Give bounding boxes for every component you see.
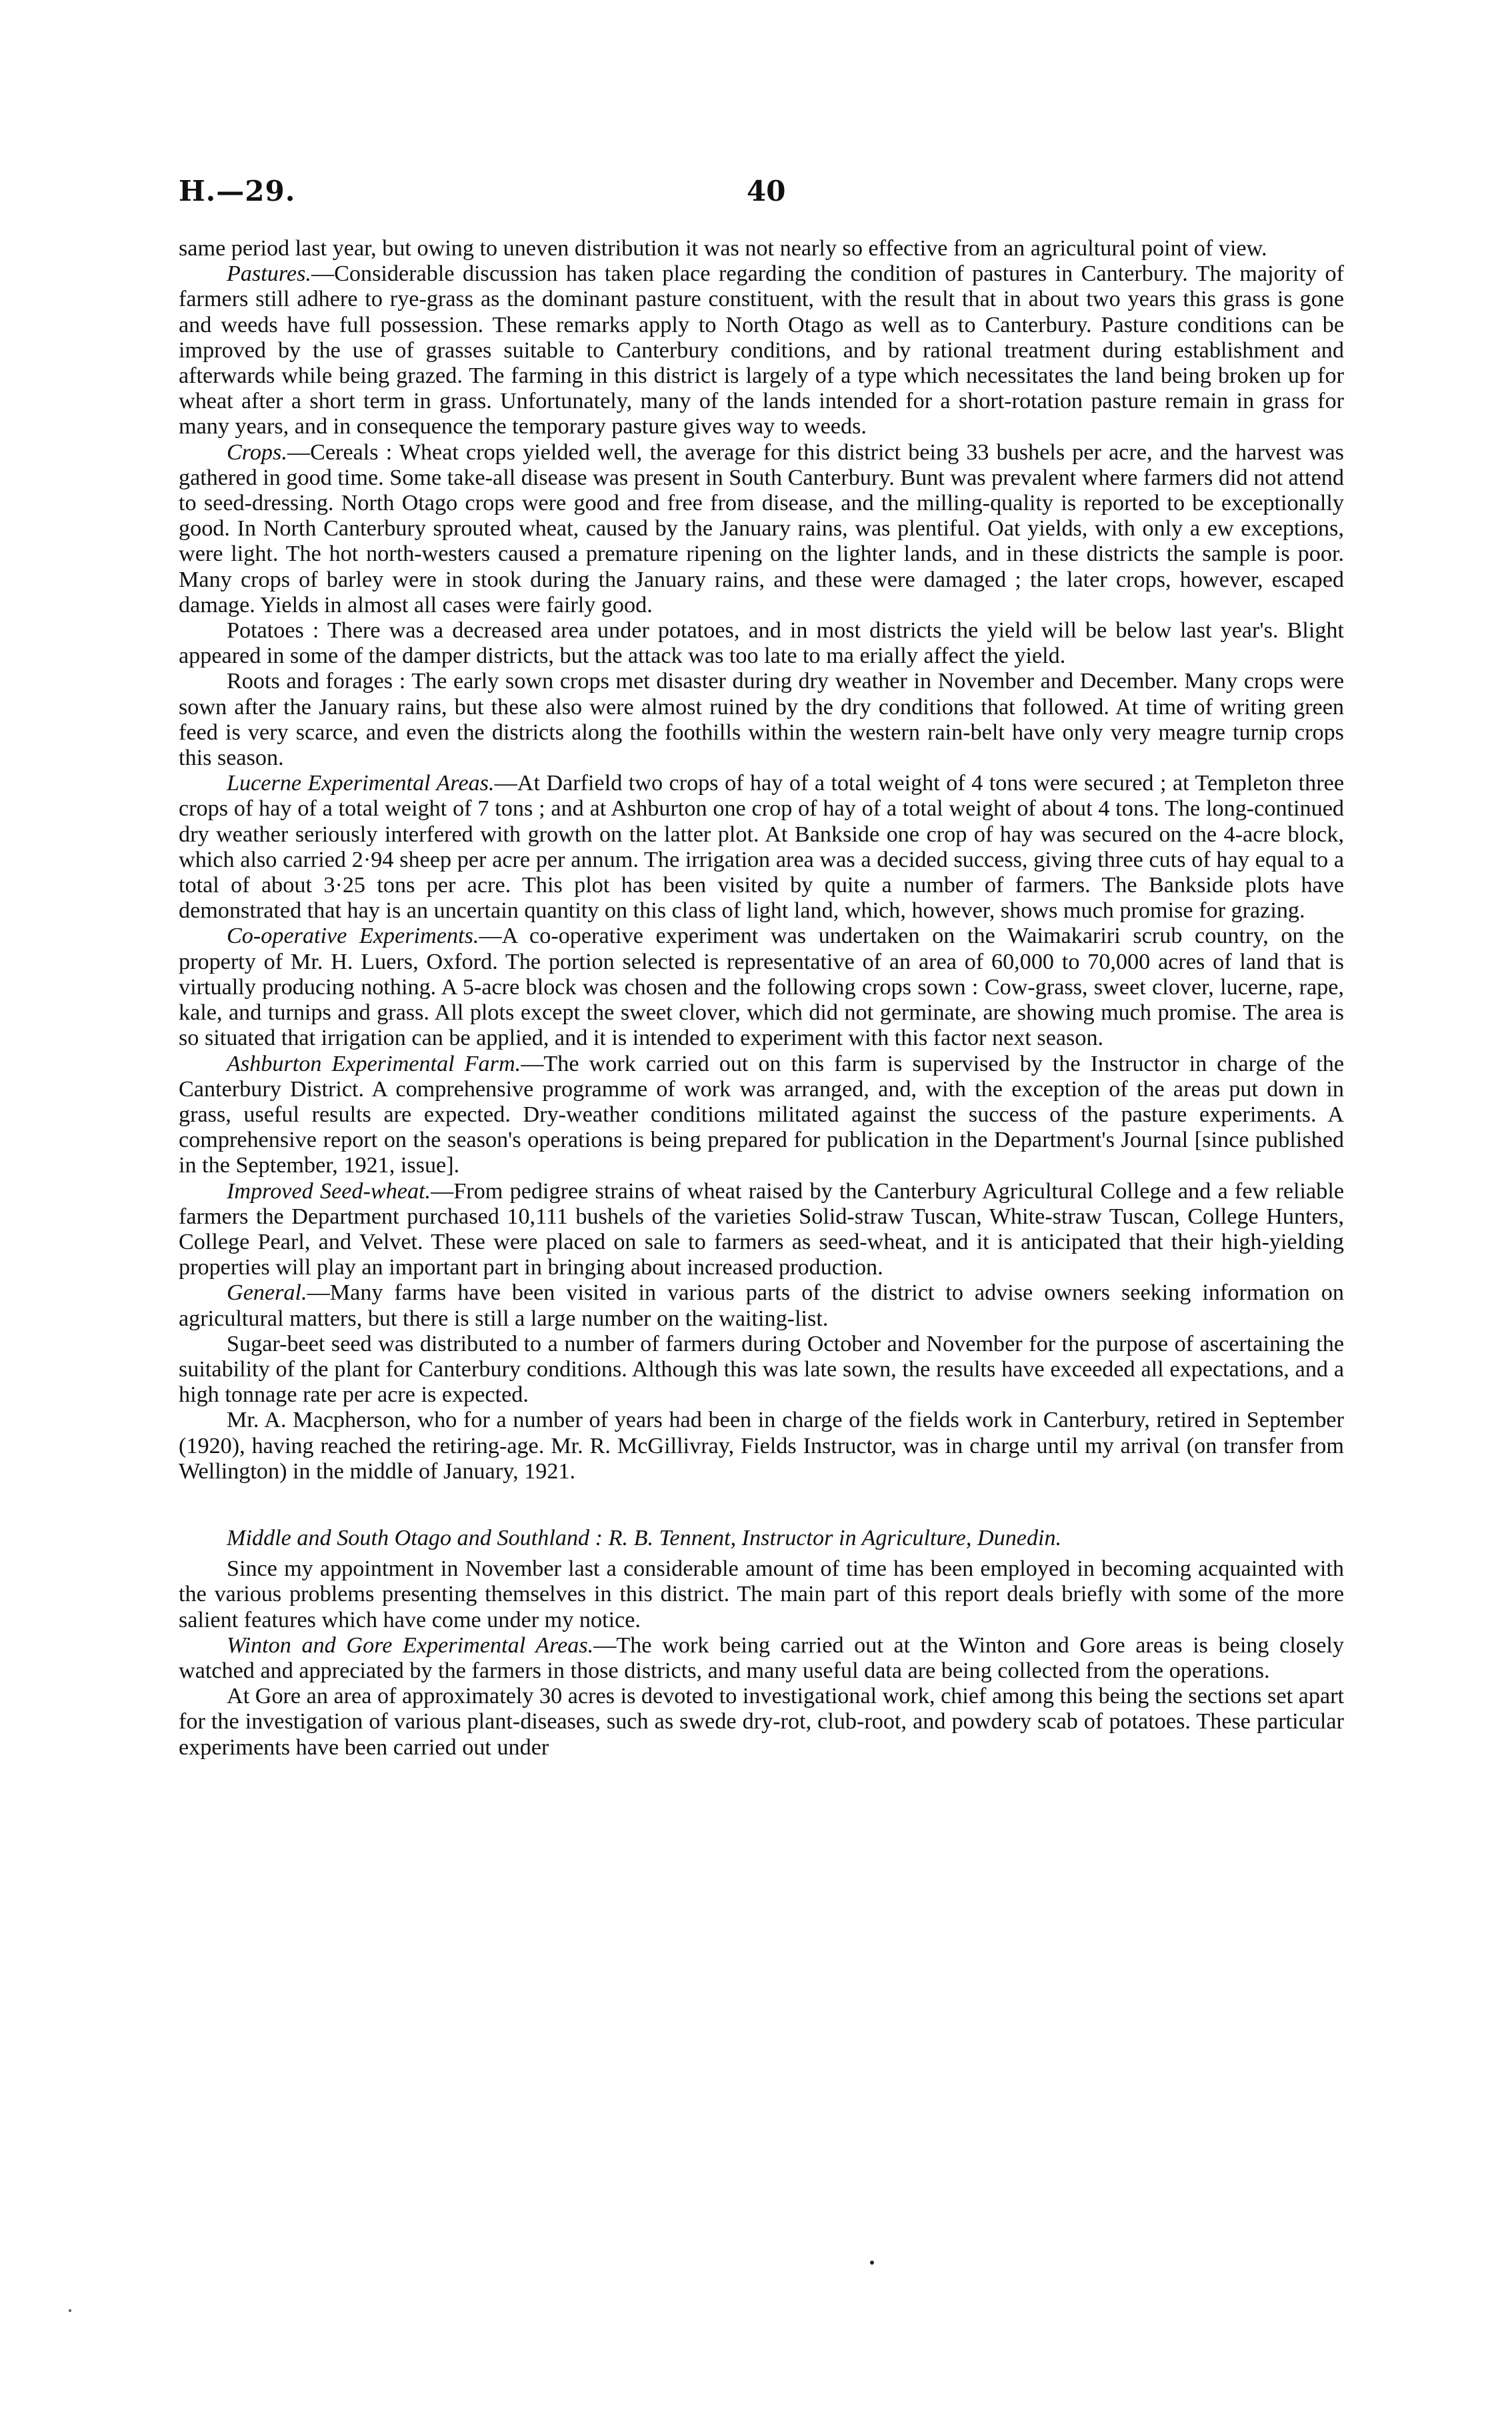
ink-dot	[870, 2261, 874, 2265]
paragraph-winton-gore: Winton and Gore Experimental Areas.—The work being carried out at the Winton and Gore areas is being closely watched and appreciated by the farmers in those districts, and many useful data are being collected from the operations.	[179, 1632, 1344, 1683]
page-number: 40	[747, 175, 786, 207]
paragraph-co-operative: Co-operative Experiments.—A co-operative experiment was undertaken on the Waimakariri scrub country, on the property of Mr. H. Luers, Oxford. The portion selected is representative of an area of 60,000 to 70,000 acres of land that is virtually producing nothing. A 5-acre block was chosen and the following crops sown : Cow-grass, sweet clover, lucerne, rape, kale, and turnips and grass. All plots except the sweet clover, which did not germinate, are showing much promise. The area is so situated that irrigation can be applied, and it is intended to experiment with this factor next season.	[179, 924, 1345, 1051]
paragraph-heading: Winton and Gore Experimental Areas.	[227, 1632, 594, 1658]
paragraph-sugar-beet: Sugar-beet seed was distributed to a number of farmers during October and November for the purpose of ascertaining the suitability of the plant for Canterbury conditions. Although this was late sown, the results have exceeded all expectations, and a high tonnage rate per acre is expected.	[179, 1331, 1344, 1408]
paragraph-heading: Lucerne Experimental Areas.	[227, 771, 495, 796]
paragraph-macpherson: Mr. A. Macpherson, who for a number of years had been in charge of the fields work in Canterbury, retired in September (1920), having reached the retiring-age. Mr. R. McGillivray, Fields Instructor, was in charge until my arrival (on transfer from Wellington) in the middle of January, 1921.	[179, 1408, 1344, 1484]
paragraph-heading: Crops.	[227, 439, 287, 465]
paragraph-ashburton: Ashburton Experimental Farm.—The work carried out on this farm is supervised by the Instructor in charge of the Canterbury District. A comprehensive programme of work was arranged, and, with the exception of the areas put down in grass, useful results are expected. Dry-weather conditions militated against the success of the pasture experiments. A comprehensive report on the season's operations is being prepared for publication in the Department's Journal [since published in the September, 1921, issue].	[179, 1051, 1345, 1178]
page-header	[179, 175, 1344, 215]
report-body	[179, 236, 1344, 1760]
paragraph-heading: Ashburton Experimental Farm.	[227, 1051, 521, 1076]
paragraph-heading: Pastures.	[227, 261, 311, 287]
paragraph-continuation: same period last year, but owing to uneven distribution it was not nearly so effective from an agricultural point of view.	[179, 236, 1267, 261]
paragraph-lucerne: Lucerne Experimental Areas.—At Darfield two crops of hay of a total weight of 4 tons were secured ; at Templeton three crops of hay of a total weight of 7 tons ; and at Ashburton one crop of hay of a total weight of about 4 tons. The long-continued dry weather seriously interfered with growth on the latter plot. At Bankside one crop of hay was secured on the 4-acre block, which also carried 2·94 sheep per acre per annum. The irrigation area was a decided success, giving three cuts of hay equal to a total of about 3·25 tons per acre. This plot has been visited by quite a number of farmers. The Bankside plots have demonstrated that hay is an uncertain quantity on this class of light land, which, however, shows much promise for grazing.	[179, 771, 1344, 924]
paragraph-crops: Crops.—Cereals : Wheat crops yielded well, the average for this district being 33 bushels per acre, and the harvest was gathered in good time. Some take-all disease was present in South Canterbury. Bunt was prevalent where farmers did not attend to seed-dressing. North Otago crops were good and free from disease, and the milling-quality is reported to be exceptionally good. In North Canterbury sprouted wheat, caused by the January rains, was plentiful. Oat yields, with only a ew exceptions, were light. The hot north-westers caused a premature ripening on the lighter lands, and in these districts the sample is poor. Many crops of barley were in stook during the January rains, and these were damaged ; the later crops, however, escaped damage. Yields in almost all cases were fairly good.	[179, 439, 1344, 618]
paragraph-heading: Improved Seed-wheat.	[227, 1178, 431, 1204]
paragraph-pastures: Pastures.—Considerable discussion has taken place regarding the condition of pastures in Canterbury. The majority of farmers still adhere to rye-grass as the dominant pasture constituent, with the result that in about two years this grass is gone and weeds have full possession. These remarks apply to North Otago as well as to Canterbury. Pasture conditions can be improved by the use of grasses suitable to Canterbury conditions, and by rational treatment during establishment and afterwards while being grazed. The farming in this district is largely of a type which necessitates the land being broken up for wheat after a short term in grass. Unfortunately, many of the lands intended for a short-rotation pasture remain in grass for many years, and in consequence the temporary pasture gives way to weeds.	[179, 261, 1344, 439]
page-speck	[69, 2309, 71, 2312]
paragraph-general: General.—Many farms have been visited in various parts of the district to advise owners seeking information on agricultural matters, but there is still a large number on the waiting-list.	[179, 1280, 1344, 1331]
paragraph-gore-area: At Gore an area of approximately 30 acres is devoted to investigational work, chief among this being the sections set apart for the investigation of various plant-diseases, such as swede dry-rot, club-root, and powdery scab of potatoes. These particular experiments have been carried out under	[179, 1684, 1344, 1760]
paragraph-seed-wheat: Improved Seed-wheat.—From pedigree strains of wheat raised by the Canterbury Agricultural College and a few reliable farmers the Department purchased 10,111 bushels of the varieties Solid-straw Tuscan, White-straw Tuscan, College Hunters, College Pearl, and Velvet. These were placed on sale to farmers as seed-wheat, and it is anticipated that their high-yielding properties will play an important part in bringing about increased production.	[179, 1178, 1344, 1280]
paragraph-roots-forages: Roots and forages : The early sown crops met disaster during dry weather in November and December. Many crops were sown after the January rains, but these also were almost ruined by the dry conditions that followed. At time of writing green feed is very scarce, and even the districts along the foothills within the western rain-belt have only very meagre turnip crops this season.	[179, 669, 1344, 771]
paragraph-heading: General.	[227, 1280, 307, 1306]
paragraph-heading: Co-operative Experiments.	[227, 924, 479, 949]
paragraph-appointment: Since my appointment in November last a considerable amount of time has been employed in becoming acquainted with the various problems presenting themselves in this district. The main part of this report deals briefly with some of the more salient features which have come under my notice.	[179, 1556, 1344, 1632]
document-code: H.—29.	[179, 175, 296, 207]
paragraph-potatoes: Potatoes : There was a decreased area under potatoes, and in most districts the yield will be below last year's. Blight appeared in some of the damper districts, but the attack was too late to ma erially affect the yield.	[179, 618, 1344, 669]
section-heading: Middle and South Otago and Southland : R. B. Tennent, Instructor in Agriculture, Dunedin.	[227, 1525, 1062, 1550]
